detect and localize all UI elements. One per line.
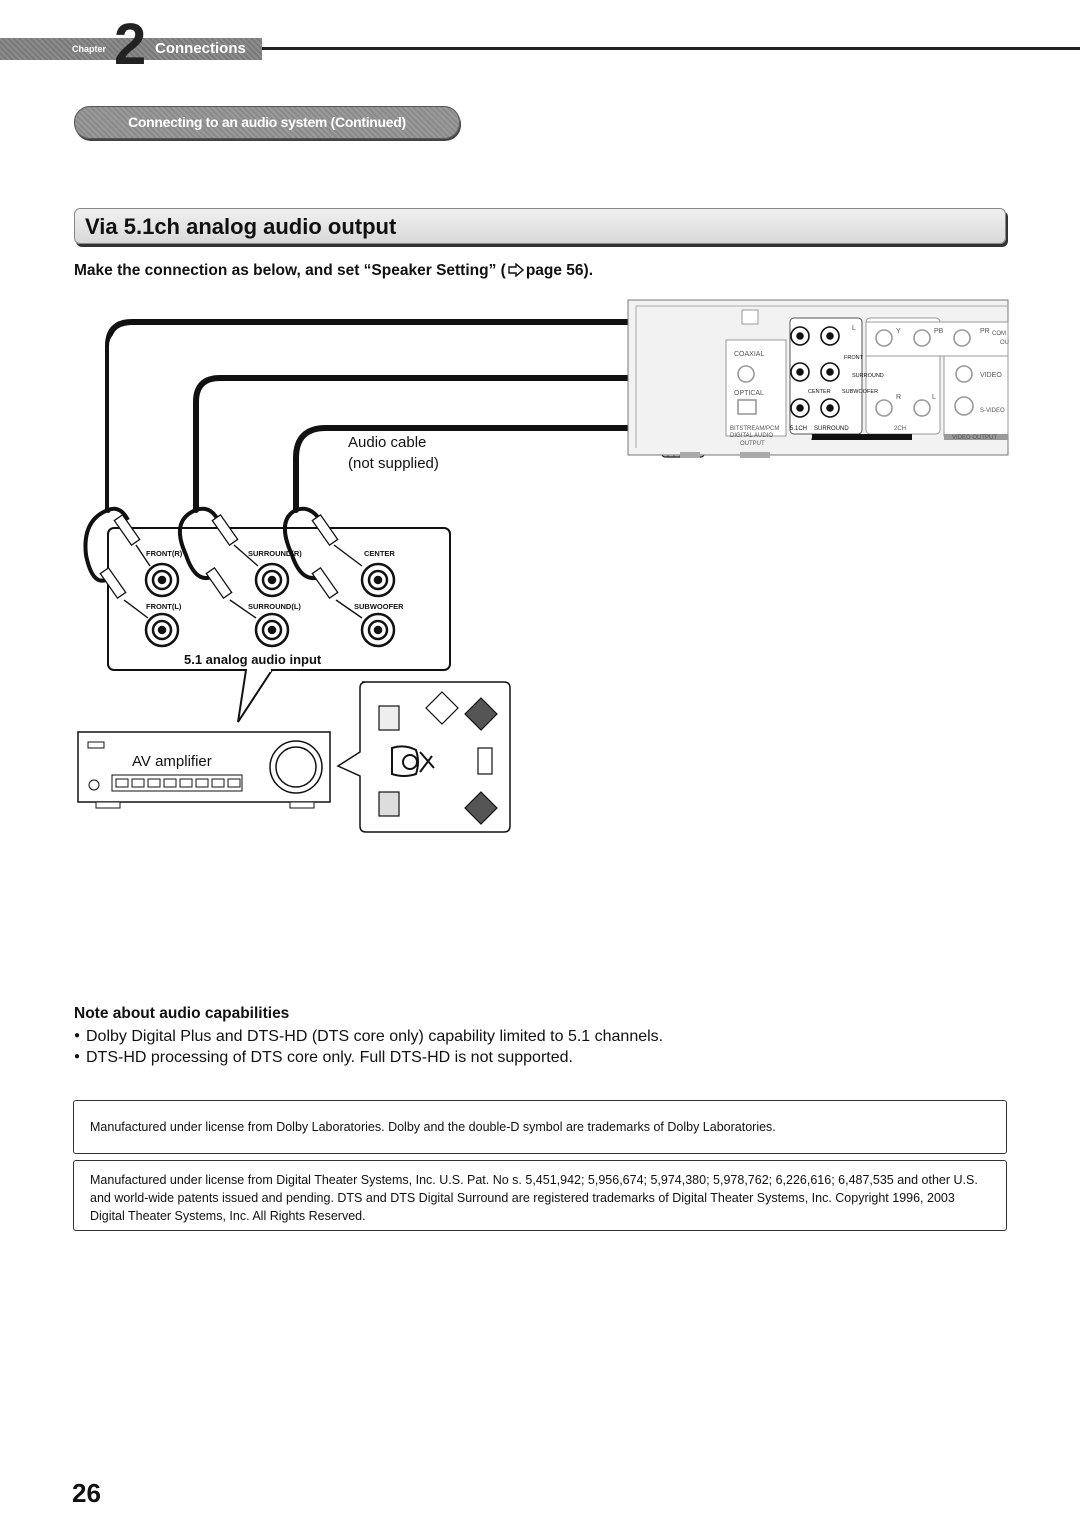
audio-cables — [108, 322, 660, 510]
bullet-dot-icon: ● — [74, 1051, 81, 1062]
panel-label-coaxial: COAXIAL — [734, 351, 765, 358]
bullet-dot-icon: ● — [74, 1030, 81, 1041]
section-pill — [74, 106, 460, 139]
panel-label-pr: PR — [980, 328, 990, 335]
jack-label-front-l: FRONT(L) — [146, 602, 182, 611]
connection-diagram — [70, 296, 1010, 836]
cable-label-2: (not supplied) — [348, 455, 439, 472]
chapter-rule — [262, 47, 1080, 50]
page-reference-icon — [508, 263, 524, 277]
speaker-front-left-icon — [379, 706, 399, 730]
dolby-legal-box — [73, 1100, 1007, 1154]
dts-legal-box — [73, 1160, 1007, 1231]
jack-label-subwoofer: SUBWOOFER — [354, 602, 404, 611]
cable-label-1: Audio cable — [348, 434, 427, 451]
panel-label-pb: PB — [934, 328, 944, 335]
panel-label-l2: L — [932, 394, 936, 401]
chapter-word: Chapter — [72, 44, 107, 54]
panel-label-center: CENTER — [808, 389, 831, 395]
panel-label-output: OUTPUT — [740, 441, 765, 447]
input-label: 5.1 analog audio input — [184, 652, 322, 667]
panel-label-r: R — [896, 394, 902, 401]
dolby-legal-text: Manufactured under license from Dolby Laboratories. Dolby and the double-D symbol are trademarks of Dolby Laboratories. — [90, 1120, 776, 1134]
speaker-surround-left-icon — [379, 792, 399, 816]
panel-label-front: FRONT — [844, 355, 863, 361]
instruction-text-pre: Make the connection as below, and set “Speaker Setting” ( — [74, 262, 506, 279]
panel-label-video: VIDEO — [980, 372, 1002, 379]
note-bullet-text: DTS-HD processing of DTS core only. Full DTS-HD is not supported. — [86, 1049, 573, 1066]
speaker-layout — [338, 682, 510, 832]
page-title: Via 5.1ch analog audio output — [85, 214, 397, 239]
dts-legal-text: Manufactured under license from Digital Theater Systems, Inc. U.S. Pat. No s. 5,451,942; 5,956,674; 5,974,380; 5,978,762; 6,226,616; 6,487,535 and other U.S. and world-wide patents issued and pending. DTS and DTS Digital Surround are registered trademarks of Digital Theater Systems, Inc. Copyright 1996, 2003 Digital Theater Systems, Inc. All Rights Reserved. — [90, 1173, 978, 1223]
jack-label-center: CENTER — [364, 549, 395, 558]
av-amplifier — [78, 732, 330, 808]
jack-label-front-r: FRONT(R) — [146, 549, 183, 558]
notes-heading: Note about audio capabilities — [74, 1005, 290, 1022]
panel-label-digital-audio: DIGITAL AUDIO — [730, 433, 774, 439]
panel-label-surround: SURROUND — [852, 373, 884, 379]
panel-label-svideo: S-VIDEO — [980, 408, 1005, 414]
panel-label-surround-2: SURROUND — [814, 426, 849, 432]
panel-label-ou: OU — [1000, 340, 1009, 346]
subwoofer-icon — [478, 748, 492, 774]
panel-label-2ch: 2CH — [894, 426, 907, 432]
jack-label-surround-r: SURROUND(R) — [248, 549, 302, 558]
page-number: 26 — [72, 1478, 101, 1508]
note-bullet — [74, 1049, 573, 1067]
panel-label-video-output: VIDEO OUTPUT — [952, 435, 998, 441]
instruction — [74, 262, 593, 280]
panel-label-5-1ch: 5.1CH — [790, 426, 808, 432]
panel-label-com: COM — [992, 331, 1006, 337]
instruction-text-post: page 56). — [525, 262, 594, 279]
chapter-title: Connections — [155, 40, 246, 57]
chapter-number: 2 — [114, 12, 147, 77]
panel-label-y: Y — [896, 328, 901, 335]
panel-label-optical: OPTICAL — [734, 390, 764, 397]
panel-label-bitstream: BITSTREAM/PCM — [730, 426, 780, 432]
panel-label-subwoofer: SUBWOOFER — [842, 389, 879, 395]
section-pill-label: Connecting to an audio system (Continued) — [128, 114, 406, 130]
player-rear-panel — [628, 300, 1009, 458]
note-bullet — [74, 1028, 663, 1046]
panel-label-analog-audio-output: ANALOG AUDIO OUTPUT — [811, 435, 889, 442]
amp-label: AV amplifier — [132, 753, 212, 770]
panel-label-l: L — [852, 325, 856, 332]
jack-label-surround-l: SURROUND(L) — [248, 602, 301, 611]
note-bullet-text: Dolby Digital Plus and DTS-HD (DTS core only) capability limited to 5.1 channels. — [86, 1028, 664, 1045]
page-title-bar — [74, 208, 1006, 244]
